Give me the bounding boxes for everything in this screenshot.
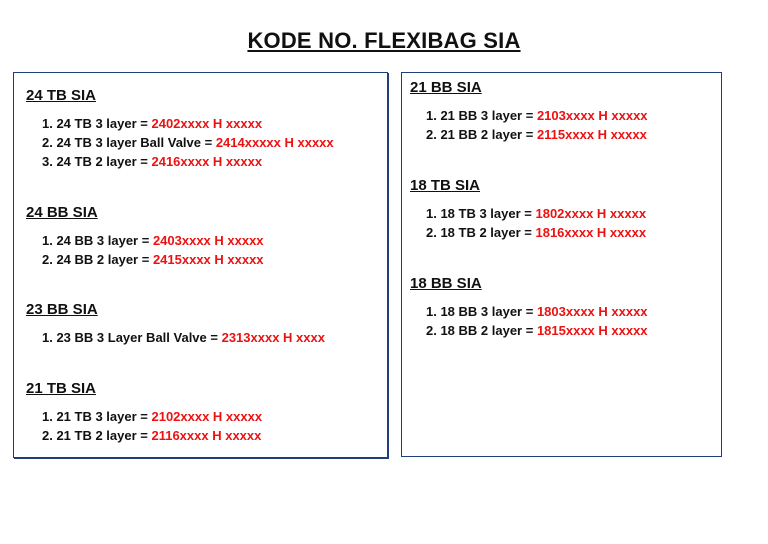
section-title: 18 TB SIA bbox=[410, 177, 481, 194]
item-label: 1. 24 BB 3 layer = bbox=[42, 233, 153, 248]
item-code: 2103xxxx H xxxxx bbox=[536, 108, 648, 123]
section-23-bb-sia bbox=[14, 301, 387, 347]
list-item bbox=[426, 223, 721, 242]
list-item bbox=[426, 125, 721, 144]
section-21-bb-sia bbox=[402, 79, 721, 144]
item-code: 2102xxxx H xxxxx bbox=[151, 409, 263, 424]
section-21-tb-sia bbox=[14, 380, 387, 445]
item-label: 1. 18 TB 3 layer = bbox=[426, 206, 536, 221]
list-item bbox=[42, 114, 387, 133]
list-item bbox=[42, 250, 387, 269]
item-code: 2415xxxx H xxxxx bbox=[152, 252, 264, 267]
item-label: 1. 18 BB 3 layer = bbox=[426, 304, 537, 319]
item-list bbox=[14, 328, 387, 347]
item-code: 2403xxxx H xxxxx bbox=[152, 233, 264, 248]
section-18-bb-sia bbox=[402, 275, 721, 340]
section-18-tb-sia bbox=[402, 177, 721, 242]
item-list bbox=[402, 302, 721, 340]
section-title: 21 TB SIA bbox=[26, 380, 97, 397]
item-label: 1. 23 BB 3 Layer Ball Valve = bbox=[42, 330, 222, 345]
item-list bbox=[14, 407, 387, 445]
item-code: 2115xxxx H xxxxx bbox=[536, 127, 647, 142]
item-code: 1815xxxx H xxxxx bbox=[536, 323, 648, 338]
list-item bbox=[42, 328, 387, 347]
item-label: 1. 21 BB 3 layer = bbox=[426, 108, 537, 123]
item-code: 1803xxxx H xxxxx bbox=[536, 304, 648, 319]
section-24-tb-sia bbox=[14, 87, 387, 171]
section-24-bb-sia bbox=[14, 204, 387, 269]
section-title: 21 BB SIA bbox=[410, 79, 482, 96]
item-code: 2402xxxx H xxxxx bbox=[151, 116, 263, 131]
list-item bbox=[42, 426, 387, 445]
item-label: 2. 21 TB 2 layer = bbox=[42, 428, 152, 443]
right-panel bbox=[401, 72, 722, 457]
item-list bbox=[402, 204, 721, 242]
list-item bbox=[426, 302, 721, 321]
list-item bbox=[426, 204, 721, 223]
item-code: 2313xxxx H xxxx bbox=[221, 330, 325, 345]
page-title: KODE NO. FLEXIBAG SIA bbox=[247, 28, 521, 53]
item-list bbox=[14, 114, 387, 171]
list-item bbox=[42, 231, 387, 250]
list-item bbox=[426, 321, 721, 340]
item-label: 1. 21 TB 3 layer = bbox=[42, 409, 152, 424]
section-title: 24 BB SIA bbox=[26, 204, 98, 221]
list-item bbox=[42, 152, 387, 171]
section-title: 24 TB SIA bbox=[26, 87, 97, 104]
item-label: 2. 18 TB 2 layer = bbox=[426, 225, 536, 240]
list-item bbox=[42, 407, 387, 426]
list-item bbox=[426, 106, 721, 125]
left-panel bbox=[13, 72, 388, 458]
item-code: 1816xxxx H xxxxx bbox=[535, 225, 647, 240]
section-title: 23 BB SIA bbox=[26, 301, 98, 318]
item-code: 2116xxxx H xxxxx bbox=[151, 428, 262, 443]
item-list bbox=[14, 231, 387, 269]
item-code: 2416xxxx H xxxxx bbox=[151, 154, 263, 169]
section-title: 18 BB SIA bbox=[410, 275, 482, 292]
item-label: 2. 21 BB 2 layer = bbox=[426, 127, 537, 142]
item-code: 1802xxxx H xxxxx bbox=[535, 206, 647, 221]
item-label: 3. 24 TB 2 layer = bbox=[42, 154, 152, 169]
item-code: 2414xxxxx H xxxxx bbox=[215, 135, 334, 150]
item-label: 2. 18 BB 2 layer = bbox=[426, 323, 537, 338]
list-item bbox=[42, 133, 387, 152]
item-list bbox=[402, 106, 721, 144]
item-label: 1. 24 TB 3 layer = bbox=[42, 116, 152, 131]
item-label: 2. 24 TB 3 layer Ball Valve = bbox=[42, 135, 216, 150]
item-label: 2. 24 BB 2 layer = bbox=[42, 252, 153, 267]
